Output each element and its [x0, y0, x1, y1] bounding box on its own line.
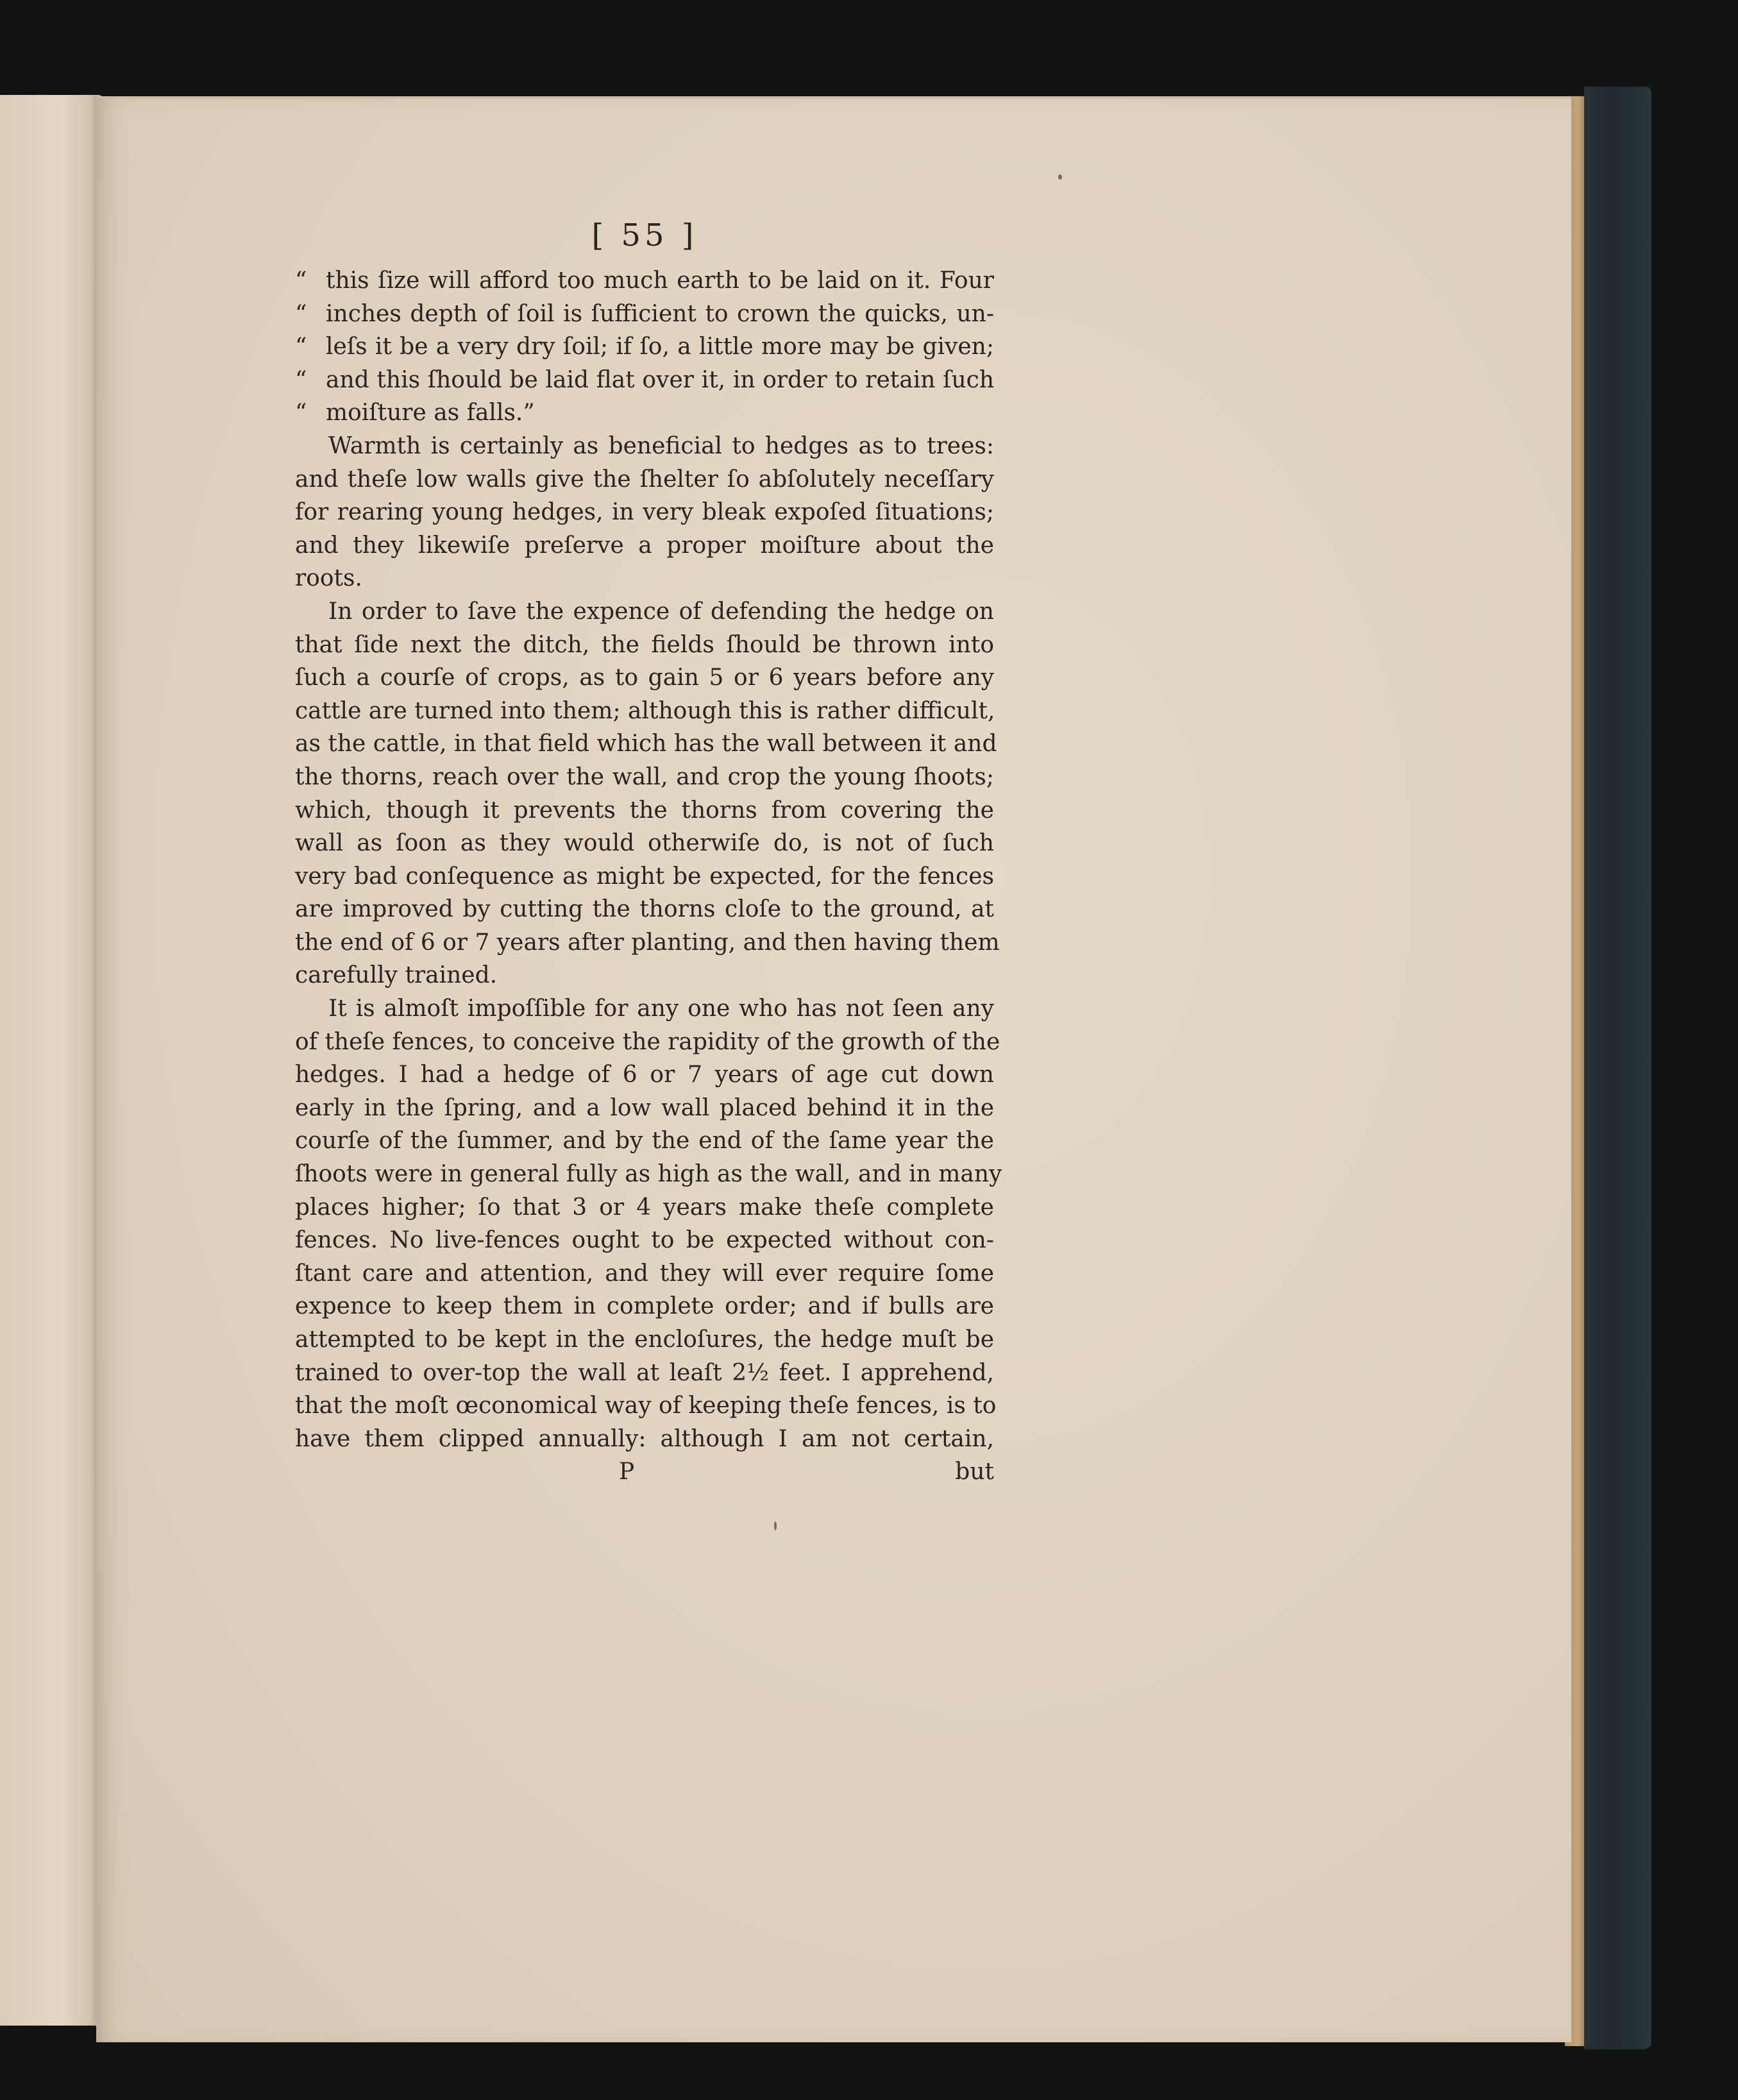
line-text: fences. No live-fences ought to be expected without con- — [295, 1227, 994, 1254]
line-text: the thorns, reach over the wall, and crop the young ſhoots; — [295, 763, 994, 790]
quote-mark: “ — [295, 300, 307, 327]
line-text: inches depth of ſoil is ſufficient to crown the quicks, un- — [326, 300, 994, 327]
line-text: carefully trained. — [295, 962, 498, 989]
quote-mark: “ — [295, 334, 307, 360]
line-text: which, though it prevents the thorns from covering the — [295, 797, 994, 824]
text-line — [295, 330, 994, 364]
text-line — [295, 827, 994, 860]
cover-board — [1584, 87, 1651, 2049]
line-text: expence to keep them in complete order; and if bulls are — [295, 1293, 994, 1320]
line-text: and they likewiſe preſerve a proper moiſture about the — [295, 532, 994, 559]
left-page-edge — [0, 95, 103, 2026]
text-line — [295, 529, 994, 563]
text-line — [295, 1092, 994, 1125]
line-text: It is almoſt impoſſible for any one who has not ſeen any — [328, 995, 994, 1022]
line-text: of theſe fences, to conceive the rapidity of the growth of the — [295, 1028, 1000, 1055]
line-text: ſtant care and attention, and they will ever require ſome — [295, 1260, 994, 1287]
line-text: ſhoots were in general fully as high as the wall, and in many — [295, 1161, 1002, 1188]
body-lines — [295, 264, 1002, 1455]
text-line — [295, 1290, 994, 1323]
line-text: ſuch a courſe of crops, as to gain 5 or 6 years before any — [295, 665, 994, 691]
text-line — [295, 264, 994, 298]
line-text: that the moſt œconomical way of keeping theſe fences, is to — [295, 1393, 997, 1419]
line-text: attempted to be kept in the encloſures, the hedge muſt be — [295, 1326, 994, 1353]
line-text: hedges. I had a hedge of 6 or 7 years of age cut down — [295, 1062, 994, 1088]
line-text: and theſe low walls give the ſhelter ſo abſolutely neceſſary — [295, 466, 994, 493]
text-line — [295, 396, 994, 430]
text-line — [295, 1124, 994, 1158]
text-line — [295, 727, 997, 761]
line-text: very bad conſequence as might be expected, for the fences — [295, 863, 994, 890]
line-text: early in the ſpring, and a low wall placed behind it in the — [295, 1094, 994, 1121]
line-text: this ſize will afford too much earth to be laid on it. Four — [326, 267, 994, 294]
paper-speck — [774, 1521, 777, 1530]
text-line — [295, 1323, 994, 1357]
text-line — [295, 1224, 994, 1257]
page-footer — [295, 1455, 994, 1489]
quote-mark: “ — [295, 267, 307, 294]
text-line — [295, 926, 1000, 960]
line-text: the end of 6 or 7 years after planting, and then having them — [295, 929, 1000, 956]
text-line — [295, 893, 994, 926]
line-text: and this ſhould be laid flat over it, in order to retain ſuch — [326, 366, 994, 393]
text-line — [295, 1191, 994, 1224]
text-line — [295, 629, 994, 662]
line-text: Warmth is certainly as beneficial to hedges as to trees: — [328, 432, 994, 459]
text-line — [295, 959, 994, 992]
line-text: for rearing young hedges, in very bleak expoſed ſituations; — [295, 499, 994, 526]
text-line — [295, 1257, 994, 1291]
page-number: [ 55 ] — [591, 217, 698, 253]
paper-speck — [1058, 174, 1062, 180]
text-line — [295, 298, 994, 331]
text-line — [295, 496, 994, 529]
quote-mark: “ — [295, 400, 307, 427]
text-line — [295, 794, 994, 827]
text-line — [295, 1058, 994, 1092]
line-text: as the cattle, in that field which has the wall between it and — [295, 731, 997, 758]
line-text: have them clipped annually: although I am not certain, — [295, 1425, 994, 1452]
line-text: leſs it be a very dry ſoil; if ſo, a little more may be given; — [326, 334, 994, 360]
text-line — [295, 860, 994, 893]
catchword: but — [955, 1459, 994, 1486]
text-line — [295, 1026, 1000, 1059]
line-text: roots. — [295, 565, 362, 592]
text-line — [295, 1158, 1002, 1191]
line-text: courſe of the ſummer, and by the end of the ſame year the — [295, 1128, 994, 1155]
text-line — [295, 595, 994, 629]
quote-mark: “ — [295, 366, 307, 393]
line-text: are improved by cutting the thorns cloſe to the ground, at — [295, 896, 994, 923]
text-line — [295, 992, 994, 1026]
text-line — [295, 761, 994, 794]
line-text: cattle are turned into them; although this is rather difficult, — [295, 697, 995, 724]
line-text: places higher; ſo that 3 or 4 years make theſe complete — [295, 1194, 994, 1221]
text-line — [295, 463, 994, 496]
signature-mark: P — [619, 1459, 635, 1486]
text-line — [295, 562, 994, 595]
text-line — [295, 1357, 994, 1390]
line-text: that ſide next the ditch, the fields ſhould be thrown into — [295, 631, 994, 658]
text-line — [295, 661, 994, 695]
text-line — [295, 695, 994, 728]
line-text: moiſture as falls.” — [326, 400, 535, 427]
line-text: In order to ſave the expence of defending the hedge on — [328, 598, 994, 625]
page-text — [295, 212, 1002, 1489]
line-text: wall as ſoon as they would otherwiſe do, is not of ſuch — [295, 830, 994, 857]
text-line — [295, 1423, 994, 1456]
line-text: trained to over-top the wall at leaſt 2½ feet. I apprehend, — [295, 1359, 994, 1386]
text-line — [295, 430, 994, 463]
text-line — [295, 364, 994, 397]
text-line — [295, 1389, 997, 1423]
